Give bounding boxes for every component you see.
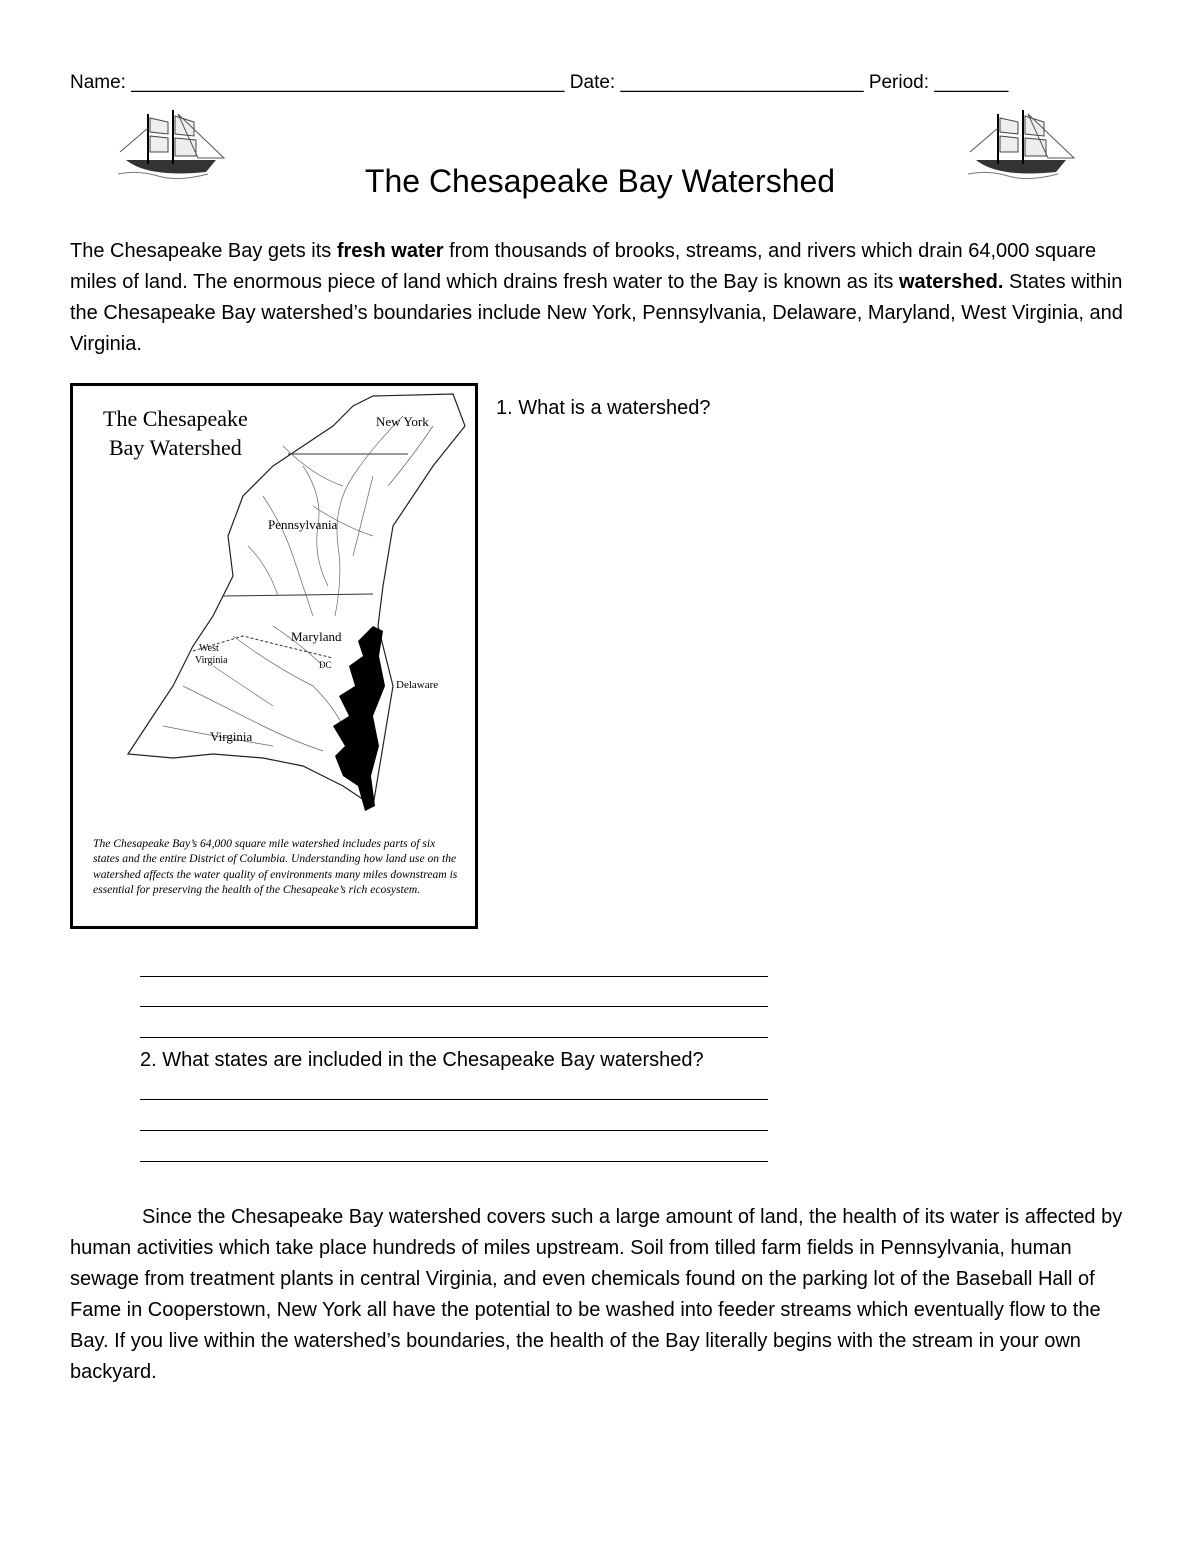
answer-line-q2-3[interactable] (140, 1161, 768, 1162)
watershed-map-figure (70, 383, 478, 929)
period-label: Period: (868, 72, 930, 93)
label-pennsylvania: Pennsylvania (268, 517, 338, 532)
label-maryland: Maryland (291, 629, 342, 644)
label-west-virginia-2: Virginia (195, 655, 228, 666)
answer-line-q1-1[interactable] (140, 976, 768, 977)
intro-paragraph (70, 236, 1135, 360)
label-west-virginia-1: West (199, 643, 219, 654)
map-caption: The Chesapeake Bay’s 64,000 square mile watershed includes parts of six states and the entire District of Columbia. Understanding how land use on the watershed affects the water quality of environments many miles downstream is essential for preserving the health of the Chesapeake’s rich ecosystem. (93, 837, 458, 897)
label-delaware: Delaware (396, 679, 439, 691)
name-label: Name: (70, 72, 126, 93)
answer-line-q2-1[interactable] (140, 1099, 768, 1100)
intro-text-2: from thousands of brooks, streams, and rivers which drain 64,000 square miles of land. The enormous piece of land which drains fresh water to the Bay is known as its (70, 240, 1097, 293)
map-title-line-1: The Chesapeake (103, 406, 248, 431)
map-title-line-2: Bay Watershed (108, 435, 242, 460)
answer-line-q1-3[interactable] (140, 1037, 768, 1038)
intro-text-1: The Chesapeake Bay gets its (70, 240, 337, 262)
student-info-header (70, 72, 1008, 94)
date-blank[interactable]: _______________________ (620, 72, 864, 93)
label-virginia: Virginia (210, 729, 253, 744)
period-blank[interactable]: _______ (934, 72, 1009, 93)
watershed-map (73, 386, 475, 836)
name-blank[interactable]: _________________________________________ (131, 72, 565, 93)
label-dc: DC (319, 660, 332, 670)
term-fresh-water: fresh water (336, 240, 444, 262)
question-1: 1. What is a watershed? (496, 397, 711, 419)
answer-line-q1-2[interactable] (140, 1006, 768, 1007)
answer-line-q2-2[interactable] (140, 1130, 768, 1131)
closing-paragraph: Since the Chesapeake Bay watershed covers such a large amount of land, the health of its water is affected by human activities which take place hundreds of miles upstream. Soil from tilled farm fields in Pennsylvania, human sewage from treatment plants in central Virginia, and even chemicals found on the parking lot of the Baseball Hall of Fame in Cooperstown, New York all have the potential to be washed into feeder streams which eventually flow to the Bay. If you live within the watershed’s boundaries, the health of the Bay literally begins with the stream in your own backyard. (70, 1206, 1123, 1383)
date-label: Date: (569, 72, 616, 93)
label-new-york: New York (376, 414, 429, 429)
page-title: The Chesapeake Bay Watershed (364, 163, 836, 199)
question-2: 2. What states are included in the Chesapeake Bay watershed? (140, 1049, 704, 1071)
intro-text-3: States within the Chesapeake Bay watershed’s boundaries include New York, Pennsylvania, Delaware, Maryland, West Virginia, and Virginia. (70, 271, 1123, 355)
watershed-outline (128, 394, 465, 806)
term-watershed: watershed. (898, 271, 1004, 293)
